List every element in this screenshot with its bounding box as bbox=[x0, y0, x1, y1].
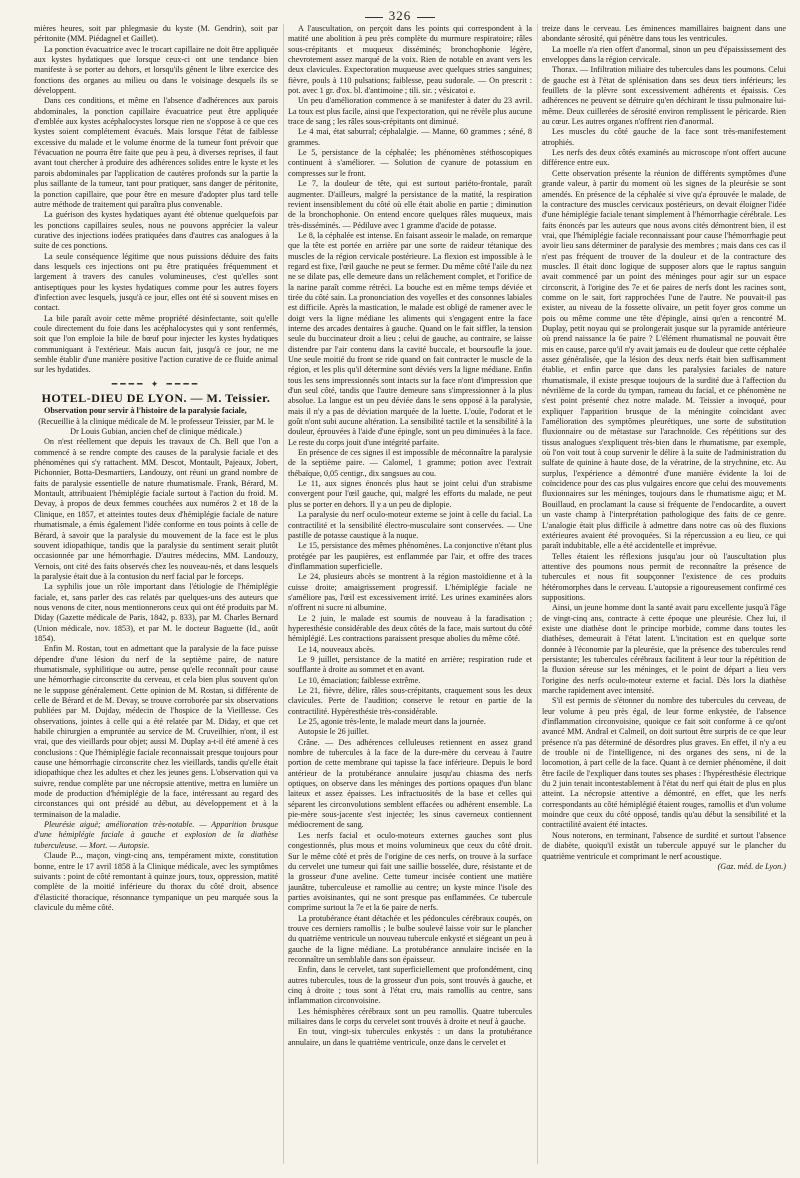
paragraph: Le 5, persistance de la céphalée; les phénomènes stéthoscopiques continuent à s'améliorer. — Solution de cyanure de potassium en compresses sur le front. bbox=[288, 148, 532, 178]
paragraph: Le 7, la douleur de tête, qui est surtout pariéto-frontale, paraît augmenter. D'ailleurs, malgré la persistance de la matité, la respiration revient insensiblement du côté où elle était abolie en partie ; diminution de la bronchophonie. On entend encore quelques râles muqueux, mais très-disséminés. — Pédiluve avec 1 gramme d'acide de potasse. bbox=[288, 179, 532, 230]
case-summary: Pleurésie aiguë; amélioration très-notable. — Apparition brusque d'une hémiplégie faciale à gauche et explosion de la diathèse tuberculeuse. — Mort. — Autopsie. bbox=[34, 820, 278, 850]
paragraph: Les nerfs facial et oculo-moteurs externes gauches sont plus congestionnés, plus mous et moins volumineux que ceux du côté droit. Sur le même côté et près de l'origine de ces nerfs, on trouve à la surface du cervelet une tumeur qui fait une saillie bosselée, dure, résistante et de la grosseur d'une aveline. Cette tumeur incisée contient une matière jaunâtre, tuberculeuse et ramollie au centre; un kyste mince l'isole des parties avoisinantes, qui ne sont presque pas enflammées. Ce tubercule comprime surtout la 7e et la 6e paire de nerfs. bbox=[288, 830, 532, 913]
observation-title: Observation pour servir à l'histoire de la paralysie faciale, bbox=[44, 406, 247, 416]
paragraph: Cette observation présente la réunion de différents symptômes d'une grande valeur, à partir du moment où les signes de la pleurésie se sont amendés. En présence de la céphalée si vive qu'a éprouvée le malade, de la contracture des muscles cervicaux postérieurs, on devait éloigner l'idée d'une hémiplégie faciale tenant simplement à l'hémorrhagie cérébrale. Les faits énoncés par les auteurs que nous avons cités démontrent bien, il est vrai, que l'hémiplégie faciale reconnaissant pour cause l'hémorrhagie peut avoir lieu sans déterminer de paralysie des membres ; mais dans ces cas il n'est pas fréquent de trouver de la douleur et de la contracture des muscles. Il était donc logique de supposer alors que le raptus sanguin avait commencé par un point des méninges pour agir sur un espace circonscrit, à l'origine des 7e et 6e paires de nerfs dont les racines sont, comme on le sait, fort rapprochées l'une de l'autre. Ne pouvait-il pas exister, au niveau de la fossette olivaire, un petit foyer gros comme un pois ou même comme une tête d'épingle, ainsi qu'en a rencontré M. Duplay, petit noyau qui se prolongerait jusque sur la pyramide antérieure où prend naissance la 6e paire ? L'élément rhumatismal ne pouvait être mis en cause, parce qu'il n'y avait jamais eu de douleur que cette céphalée assez généralisée, que la lésion des deux nerfs était bien suffisamment établie, et enfin parce que dans les paralysies faciales de nature rhumatismale, il existe presque toujours de la surdité due à l'affection du névrilème de la corde du tympan, rameau du facial, et ce phénomène ne s'est point présenté chez notre malade. M. Teissier a invoqué, pour expliquer l'apparition brusque de la méningite coïncidant avec l'amélioration des symptômes pleurétiques, une sorte de substitution fluxionnaire ou de métastase sur l'arachnoïde. Ces répétitions sur des tissus analogues s'expliquent très-bien dans le rhumatisme, par exemple, où l'on voit tout à coup survenir le délire à la suite de l'administration du sulfate de quinine à haute dose, de la vératrine, de la strychnine, etc. Au surplus, l'expérience a démontré d'une manière évidente la loi de coïncidence pour des cas plus vulgaires encore que celui des mouvements fluxionnaires sur les méninges, toujours dans le rhumatisme aigu; et M. Bouillaud, en proclamant la cause si fréquente de l'endocardite, a ouvert un vaste champ à l'interprétation pathologique des faits de ce genre. L'analogie était plus difficile à admettre dans notre cas où des fluxions extérieures avaient été provoquées. Si la répercussion a eu lieu, ce qui paraît indubitable, elle a été accidentelle et imprévue. bbox=[542, 168, 786, 551]
column-divider bbox=[283, 24, 284, 1164]
paragraph: Les muscles du côté gauche de la face sont très-manifestement atrophiés. bbox=[542, 127, 786, 147]
source-citation: (Gaz. méd. de Lyon.) bbox=[717, 861, 786, 871]
paragraph: Enfin M. Rostan, tout en admettant que la paralysie de la face puisse dépendre d'une lésion du nerf de la septième paire, de nature rhumatismale, syphilitique ou autre, pense qu'elle reconnaît pour cause une hémorrhagie circonscrite du cerveau, et cela bien plus souvent qu'on ne le suppose généralement. Cette opinion de M. Rostan, si différente de celle de Bérard et de M. Devay, se trouve corroborée par six observations publiées par M. Dujday, médecin de l'hospice de la Vieillesse. Ces observations, jointes à celle qui a été relatée par M. Diday, et que cet habile chirurgien a empruntée au service de M. Cruveilhier, n'ont, il est vrai, que des vieillards pour objet; aussi M. Duplay a-t-il été amené à ces conclusions : Que l'hémiplégie faciale reconnaissait presque toujours pour cause une hémorrhagie circonscrite chez les vieillards, tandis qu'elle était idiopathique chez les adultes et chez les jeunes gens. L'observation qui va suivre, rendue complète par une nécropsie attentive, mettra en lumière un mode de production d'hémiplégie de la face, intéressant au regard des circonstances qui ont présidé au début, au développement et à la terminaison de la maladie. bbox=[34, 644, 278, 819]
paragraph: Le 4 mai, état saburral; céphalalgie. — Manne, 60 grammes ; séné, 8 grammes. bbox=[288, 127, 532, 147]
paragraph: Thorax. — Infiltration miliaire des tubercules dans les poumons. Celui de gauche est à l'état de splénisation dans ses deux tiers inférieurs; les feuillets de la plèvre sont excessivement adhérents et épaissis. Ces adhérences ne peuvent se détruire qu'en déchirant le tissu pulmonaire lui-même. Deux cuillerées de sérosité environ remplissent le péricarde. Rien au cœur. Les autres organes n'offrent rien d'anormal. bbox=[542, 65, 786, 127]
paragraph: Le 11, aux signes énoncés plus haut se joint celui d'un strabisme convergent pour l'œil gauche, qui, malgré les efforts du malade, ne peut plus se porter en dehors. Il y a un peu de diplopie. bbox=[288, 479, 532, 509]
paragraph: Enfin, dans le cervelet, tant superficiellement que profondément, cinq autres tubercules, tous de la grosseur d'un pois, sont trouvés à gauche, et cinq à droite ; tous sont à l'état cru, mais ramollis au centre, sans inflammation circonvoisine. bbox=[288, 965, 532, 1006]
column-right bbox=[542, 24, 786, 1164]
paragraph: Dans ces conditions, et même en l'absence d'adhérences aux parois abdominales, la ponction capillaire évacuatrice peut être appliquée d'emblée aux kystes acéphalocystes lorsque rien ne s'oppose à ce que ces kystes soient complétement évacués. Mais lorsque l'état de faiblesse excessive du malade et le volume énorme de la tumeur font prévoir que l'évacuation ne pourra être faite que peu à peu, à diverses reprises, il faut avant tout chercher à produire des adhérences solides entre le kyste et les parois abdominales par l'application de cautères profonds sur la partie la plus saillante de la tumeur, tant pour pratiquer, sans danger de péritonite, la ponction capillaire, que pour être en mesure d'adopter plus tard telle autre méthode de traitement qui paraîtra plus convenable. bbox=[34, 96, 278, 209]
paragraph: A l'auscultation, on perçoit dans les points qui correspondent à la matité une abolition à peu près complète du murmure respiratoire; râles sous-crépitants et muqueux disséminés; bronchophonie légère, chevrotement assez marqué de la voix. Rien de notable en avant vers les deux clavicules. Expectoration muqueuse avec quelques stries sanguines; fièvre, pouls à 110 pulsations; faiblesse, peau sudorale. — On prescrit : pot. avec 1 gr. d'ox. bl. d'antimoine ; tili. sir. ; vésicatoi e. bbox=[288, 24, 532, 96]
page-number: 326 bbox=[0, 8, 800, 24]
paragraph: Telles étaient les réflexions jusqu'au jour où l'auscultation plus attentive des poumons nous permit de reconnaître la présence de tubercules et nous fit soupçonner l'existence de ces produits hétéromorphes dans le cerveau. L'autopsie a rigoureusement confirmé ces suppositions. bbox=[542, 551, 786, 602]
paragraph: Le 2 juin, le malade est soumis de nouveau à la faradisation ; hyperesthésie considérable des deux côtés de la face, mais surtout du côté hémiplégié. Les contractions paraissent presque abolies du même côté. bbox=[288, 613, 532, 644]
observation-note: (Recueillie à la clinique médicale de M. le professeur Teissier, par M. le Dr Louis Gubian, ancien chef de clinique médicale.) bbox=[38, 416, 274, 437]
paragraph: Crâne. — Des adhérences celluleuses retiennent en assez grand nombre de tubercules à la face de la dure-mère du cerveau à l'autre portion de cette membrane qui tapisse la face inférieure. Depuis le bord antérieur de la protubérance annulaire jusqu'au chiasma des nerfs optiques, on observe dans les méninges des portions opaques d'un blanc laiteux et assez épaisses. Les infractuosités de la base et celles qui séparent les circonvolutions semblent effacées ou adhérent ensemble. La pie-mère sous-jacente s'est injectée; les sinus caverneux contiennent médiocrement de sang. bbox=[288, 737, 532, 830]
paragraph: Claude P..., maçon, vingt-cinq ans, tempérament mixte, constitution bonne, entre le 17 avril 1858 à la Clinique médicale, avec les symptômes suivants : point de côté remontant à quinze jours, toux, oppression, matité complète de la moitié inférieure du thorax du côté droit, absence d'élasticité thoracique, résonnance tympanique un peu marquée sous la clavicule du même côté. bbox=[34, 851, 278, 912]
paragraph: Les hémisphères cérébraux sont un peu ramollis. Quatre tubercules miliaires dans le corps du cervelet sont trouvés à droite et neuf à gauche. bbox=[288, 1006, 532, 1026]
section-ornament: ━━━━ ✦ ━━━━ bbox=[111, 378, 201, 389]
paragraph: mières heures, soit par phlegmasie du kyste (M. Gendrin), soit par péritonite (MM. Piédagnel et Gaillet). bbox=[34, 24, 278, 44]
paragraph: S'il est permis de s'étonner du nombre des tubercules du cerveau, de leur volume à peu près égal, de leur forme enkystée, de l'absence d'inflammation circonvoisine, quoique ce fait soit conforme à ce qu'ont avancé MM. Andral et Calmeil, on doit surtout être surpris de ce que leur présence n'a pas déterminé de désordres plus graves. En effet, il n'y a eu de trouble ni de l'intelligence, ni des organes des sens, ni de la locomotion, à part celle de la face. Quant à ce dernier phénomène, il doit être facile de l'expliquer dans toutes ses phases : l'hypéresthésie électrique du 2 juin tenait incontestablement à l'état du nerf qui était de plus en plus atteint. La nécropsie attentive a démontré, en effet, que les nerfs correspondants au côté hémiplégié étaient rouges, ramollis et d'un volume moindre que ceux du côté opposé, tandis qu'au début la sensibilité et la contractilité avaient été intactes. bbox=[542, 696, 786, 830]
paragraph: Le 10, émaciation; faiblesse extrême. bbox=[298, 675, 421, 685]
paragraph: La guérison des kystes hydatiques ayant été obtenue quelquefois par les ponctions capillaires seules, nous ne pouvons apprécier la valeur curative des injections iodées pratiquées dans d'autres cas analogues à la suite de ces ponctions. bbox=[34, 210, 278, 251]
paragraph: En présence de ces signes il est impossible de méconnaître la paralysie de la septième paire. — Calomel, 1 gramme; potion avec l'extrait thébaïque, 0,05 centigr., dix sangsues au cou. bbox=[288, 448, 532, 478]
paragraph: Le 8, la céphalée est intense. En faisant asseoir le malade, on remarque que la tête est portée en arrière par une sorte de raideur tétanique des muscles de la région cervicale postérieure. La flexion est impossible à le regard est fixe, l'œil gauche ne peut se fermer. Du même côté l'aile du nez ne se dilate pas, elle demeure dans un relâchement complet, et l'orifice de la narine paraît comme rétréci. La bouche est en même temps déviée et tirée du côté sain. La prononciation des voyelles et des consonnes labiales est difficile. Après la mastication, le malade est obligé de ramener avec le doigt vers la ligne médiane les aliments qui s'engagent entre la face interne des arcades dentaires à gauche. Quand on le fait siffler, la tension seule du buccinateur droit a lieu ; celui de gauche, au contraire, se laisse distendre par l'air contenu dans la cavité buccale, et boursoufle la joue. Une seule moitié du front se ride quand on fait contracter le muscle de la région, et les plis qu'il détermine sont déviés vers la ligne médiane. Enfin tous les sens impressionnés sont intacts sur la face n'ont d'impression que d'un seul côté, tandis que l'autre demeure sans s'impressionner à la plus absolue. La langue est un peu déviée dans le sens opposé à la paralysie, mais il n'y a pas de déviation marquée de la luette. L'ouïe, l'odorat et le goût n'ont subi aucune altération. La sensibilité tactile et la sensibilité à la douleur, éprouvées à l'aide d'une épingle, sont un peu diminuées à la face. Le reste du corps jouit d'une intégrité parfaite. bbox=[288, 230, 532, 447]
paragraph: La paralysie du nerf oculo-moteur externe se joint à celle du facial. La contractilité et la sensibilité électro-musculaire sont conservées. — Une pastille de potasse caustique à la nuque. bbox=[288, 510, 532, 540]
paragraph: La bile paraît avoir cette même propriété désinfectante, soit qu'elle coule directement du foie dans les acéphalocystes qui y sont renfermés, soit que l'on emploie la bile de bœuf pour injecter les kystes hydatiques communiquant à l'extérieur. Mais aucun fait, jusqu'à ce jour, ne me semble établir d'une manière positive l'action curative de ce fluide animal sur les hydatides. bbox=[34, 313, 278, 375]
paragraph: Le 25, agonie très-lente, le malade meurt dans la journée. bbox=[298, 717, 486, 727]
paragraph: Un peu d'amélioration commence à se manifester à dater du 23 avril. La toux est plus facile, ainsi que l'expectoration, qui ne révèle plus aucune trace de sang ; les râles sous-crépitants ont diminué. bbox=[288, 96, 532, 127]
paragraph: Le 15, persistance des mêmes phénomènes. La conjonctive n'étant plus protégée par les paupières, est enflammée par l'air, et offre des traces d'inflammation superficielle. bbox=[288, 541, 532, 571]
paragraph: La moelle n'a rien offert d'anormal, sinon un peu d'épaississement des enveloppes dans la région cervicale. bbox=[542, 44, 786, 65]
paragraph: Autopsie le 26 juillet. bbox=[298, 727, 369, 737]
paragraph: Le 14, nouveaux abcès. bbox=[298, 644, 376, 654]
column-middle bbox=[288, 24, 532, 1164]
paragraph: La protubérance étant détachée et les pédoncules cérébraux coupés, on trouve ces derniers ramollis ; le bulbe soulevé laisse voir sur le plancher du quatrième ventricule un nouveau tubercule enkysté et siégeant un peu à gauche de la ligne médiane. La protubérance annulaire incisée en la reconnaître un semblable dans son épaisseur. bbox=[288, 913, 532, 964]
paragraph: On n'est réellement que depuis les travaux de Ch. Bell que l'on a commencé à se rendre compte des causes de la paralysie faciale et des phénomènes qui s'y rattachent. MM. Descot, Montault, Pajeaux, Jobert, Pichonnier, Botta-Desmartiers, Landouzy, ont réuni un grand nombre de faits de paralysie essentielle de nature rhumatismale. Frank, Bérard, M. Montault, attribuaient l'hémiplégie faciale surtout à l'action du froid. M. Devay, à propos de deux femmes couchées aux numéros 2 et 18 de la Clinique, en 1857, et atteintes toutes deux d'hémiplégie faciale de nature rhumatismale, a émis également l'idée conforme en tous points à celle de Bérard, à savoir que la paralysie du mouvement de la face est le plus souvent idiopathique, tandis que la paralysie du sentiment serait plutôt occasionnée par une hémorrhagie. D'autres médecins, MM. Landouzy, Vernois, ont cité des faits observés chez les nouveau-nés, et dans lesquels la paralysie était due à la contusion du nerf facial par le forceps. bbox=[34, 437, 278, 581]
paragraph: Ainsi, un jeune homme dont la santé avait paru excellente jusqu'à l'âge de vingt-cinq ans, contracte à cette époque une pleurésie. Chez lui, il existe une diathèse dont le principe morbide, comme dans toutes les diathèses, demeurait à l'état latent. L'incitation est en quelque sorte donnée à l'économie par la pleurésie, que la présence des tubercules rend persistante; les tubercules cérébraux facilitent à leur tour la répétition de la fluxion séreuse sur les méninges, et le point de départ a lieu vers l'origine des nerfs oculo-moteur externe et facial. Dès lors la diathèse marche rapidement avec intensité. bbox=[542, 603, 786, 695]
paragraph: treize dans le cerveau. Les éminences mamillaires baignent dans une abondante sérosité, qui pénètre dans tous les ventricules. bbox=[542, 24, 786, 44]
section-title: HOTEL-DIEU DE LYON. — M. Teissier. bbox=[41, 391, 271, 406]
paragraph: Les nerfs des deux côtés examinés au microscope n'ont offert aucune différence entre eux. bbox=[542, 148, 786, 168]
paragraph: Le 21, fièvre, délire, râles sous-crépitants, craquement sous les deux clavicules. Perte de l'audition; conserve le retour en partie de la contractilité. Hypéresthésie très-considérable. bbox=[288, 686, 532, 716]
paragraph: La ponction évacuatrice avec le trocart capillaire ne doit être appliquée aux kystes hydatiques que lorsque ceux-ci ont une tendance bien manifeste à se porter au dehors, et lorsqu'ils gênent le libre exercice des fonctions des organes au milieu ou dans le voisinage desquels ils se développent. bbox=[34, 44, 278, 96]
paragraph: La syphilis joue un rôle important dans l'étiologie de l'hémiplégie faciale, et, sans parler des cas relatés par quelques-uns des auteurs que nous venons de citer, nous mentionnerons ceux qui ont été produits par M. Diday (Gazette médicale de Paris, 1842, p. 833), par M. Charles Bernard (Union médicale, nov. 1853), et par M. le docteur Baguette (Id., août 1854). bbox=[34, 582, 278, 643]
column-left bbox=[34, 24, 278, 1164]
paragraph: Le 24, plusieurs abcès se montrent à la région mastoïdienne et à la cuisse droite; amaigrissement progressif. L'hémiplégie faciale ne s'améliore pas, l'œil est excessivement irrité. Les urines examinées alors n'offrent ni sucre ni albumine. bbox=[288, 572, 532, 613]
paragraph: En tout, vingt-six tubercules enkystés : un dans la protubérance annulaire, un dans le quatrième ventricule, onze dans le cervelet et bbox=[288, 1027, 532, 1047]
paragraph: La seule conséquence légitime que nous puissions déduire des faits dans lesquels ces injections ont pu être pratiquées fréquemment et largement à travers des canules volumineuses, c'est qu'elles sont antiseptiques pour les kystes hydatiques comme pour les autres foyers d'infection avec lesquels, jusqu'à ce jour, elles ont été si souvent mises en contact. bbox=[34, 251, 278, 313]
paragraph: Le 9 juillet, persistance de la matité en arrière; respiration rude et soufflante à droite au sommet et en avant. bbox=[288, 654, 532, 675]
column-divider bbox=[537, 24, 538, 1164]
paragraph: Nous noterons, en terminant, l'absence de surdité et surtout l'absence de diabète, quoiqu'il existât un tubercule appuyé sur le plancher du quatrième ventricule et comprimant le nerf acoustique. bbox=[542, 830, 786, 861]
